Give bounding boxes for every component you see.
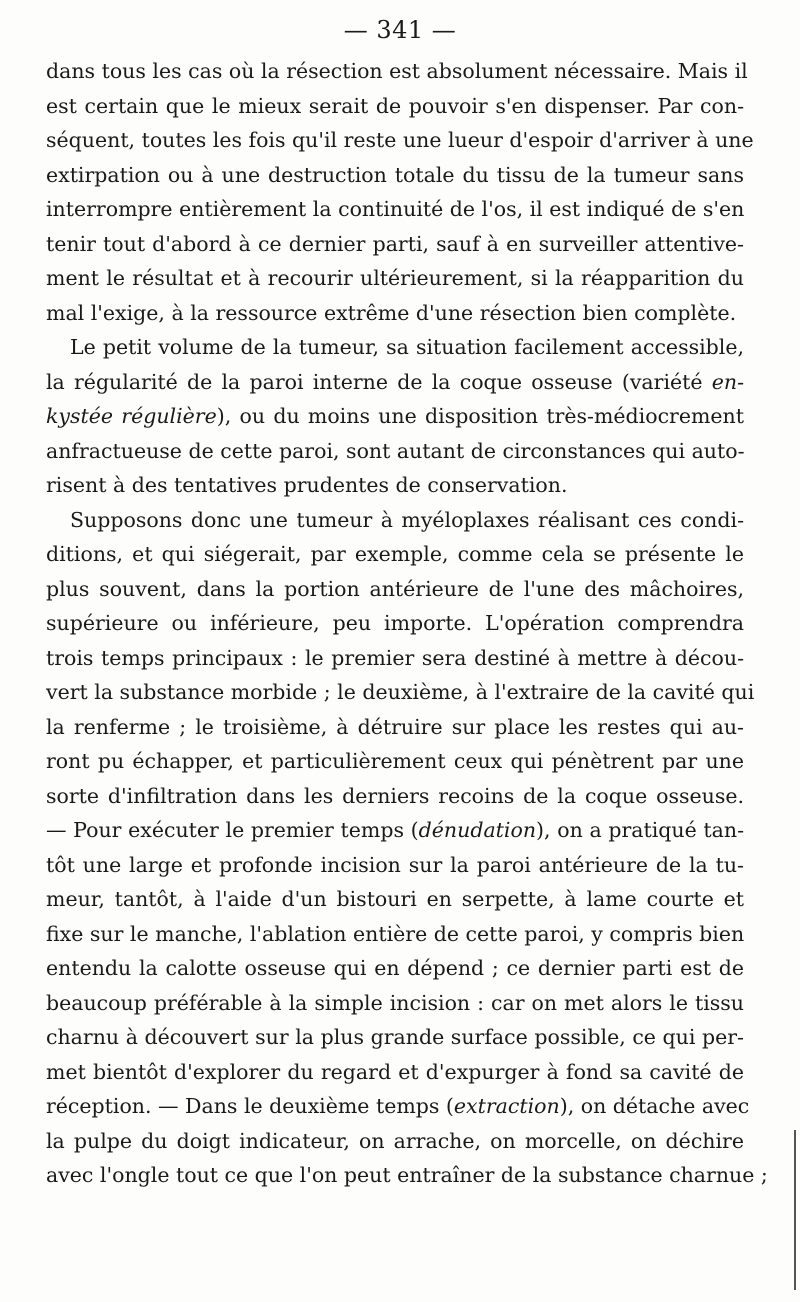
text-segment: fixe sur le manche, l'ablation entière de cette paroi, y compris bien [46,921,745,946]
text-segment: dans tous les cas où la résection est absolument nécessaire. Mais il [46,59,748,83]
text-line [46,917,744,952]
text-line [46,468,744,503]
text-line [46,1124,744,1159]
text-segment: ), ou du moins une disposition très-médiocrement [216,404,745,428]
text-segment: ront pu échapper, et particulièrement ceux qui pénètrent par une [46,749,744,773]
text-segment: vert la substance morbide ; le deuxième, à l'extraire de la cavité qui [46,680,755,704]
text-segment: ), on détache avec [559,1094,750,1118]
text-segment: la régularité de la paroi interne de la coque osseuse (variété [46,369,712,394]
text-line [46,572,744,607]
text-segment: est certain que le mieux serait de pouvoir s'en dispenser. Par con- [46,93,744,118]
text-line [46,606,744,641]
text-line [46,882,744,917]
body-text [46,54,768,1193]
italic-segment: kystée régulière [46,404,217,428]
text-line [46,710,744,745]
text-line [46,365,744,400]
text-segment: entendu la calotte osseuse qui en dépend ; ce dernier parti est de [46,956,744,980]
text-line [46,641,744,676]
margin-mark [794,1130,796,1290]
text-segment: extirpation ou à une destruction totale du tissu de la tumeur sans [46,162,744,187]
text-segment: avec l'ongle tout ce que l'on peut entraîner de la substance charnue ; [46,1163,768,1187]
text-line [46,986,744,1021]
italic-segment: en- [711,369,744,394]
text-line [46,1089,750,1124]
text-line [46,192,744,227]
text-segment: réception. — Dans le deuxième temps ( [46,1094,454,1118]
text-line [46,434,744,469]
text-line [46,330,744,365]
text-line [46,813,744,848]
text-line [46,54,748,89]
text-segment: interrompre entièrement la continuité de l'os, il est indiqué de s'en [46,197,745,221]
text-line [46,675,755,710]
text-segment: charnu à découvert sur la plus grande surface possible, ce qui per- [46,1025,744,1049]
text-segment: séquent, toutes les fois qu'il reste une lueur d'espoir d'arriver à une [46,128,754,152]
text-line [46,1020,744,1055]
text-line [46,744,744,779]
text-segment: Le petit volume de la tumeur, sa situation facilement accessible, [70,335,744,359]
text-segment: anfractueuse de cette paroi, sont autant de circonstances qui auto- [46,438,745,463]
text-segment: la renferme ; le troisième, à détruire sur place les restes qui au- [46,714,744,739]
text-line [46,89,744,124]
text-line [46,296,744,331]
text-segment: ditions, et qui siégerait, par exemple, comme cela se présente le [46,542,744,566]
text-segment: met bientôt d'explorer du regard et d'expurger à fond sa cavité de [46,1059,744,1084]
text-line [46,779,744,814]
text-segment: la pulpe du doigt indicateur, on arrache, on morcelle, on déchire [46,1128,744,1153]
text-segment: Supposons donc une tumeur à myéloplaxes réalisant ces condi- [70,507,744,532]
text-segment: beaucoup préférable à la simple incision : car on met alors le tissu [46,990,744,1015]
page-number: — 341 — [343,16,457,44]
text-line [46,227,744,262]
text-segment: tôt une large et profonde incision sur la paroi antérieure de la tu- [46,852,744,877]
italic-segment: dénudation [418,818,537,842]
text-segment: trois temps principaux : le premier sera destiné à mettre à décou- [46,645,744,670]
text-segment: mal l'exige, à la ressource extrême d'une résection bien complète. [46,300,737,325]
italic-segment: extraction [453,1094,560,1118]
text-segment: — Pour exécuter le premier temps ( [46,818,419,842]
text-line [46,123,754,158]
text-line [46,848,744,883]
text-line [46,158,744,193]
text-segment: sorte d'infiltration dans les derniers recoins de la coque osseuse. [46,783,744,808]
text-segment: tenir tout d'abord à ce dernier parti, sauf à en surveiller attentive- [46,231,744,256]
text-line [46,1055,744,1090]
text-line [46,537,744,572]
text-line [46,951,744,986]
text-segment: meur, tantôt, à l'aide d'un bistouri en serpette, à lame courte et [46,887,744,911]
text-line [46,1158,768,1193]
text-line [46,399,744,434]
text-line [46,503,744,538]
text-segment: supérieure ou inférieure, peu importe. L'opération comprendra [46,611,744,635]
text-segment: plus souvent, dans la portion antérieure de l'une des mâchoires, [46,576,744,601]
text-segment: ), on a pratiqué tan- [536,818,745,842]
text-segment: ment le résultat et à recourir ultérieurement, si la réapparition du [46,266,744,290]
text-segment: risent à des tentatives prudentes de conservation. [46,473,568,497]
text-line [46,261,744,296]
